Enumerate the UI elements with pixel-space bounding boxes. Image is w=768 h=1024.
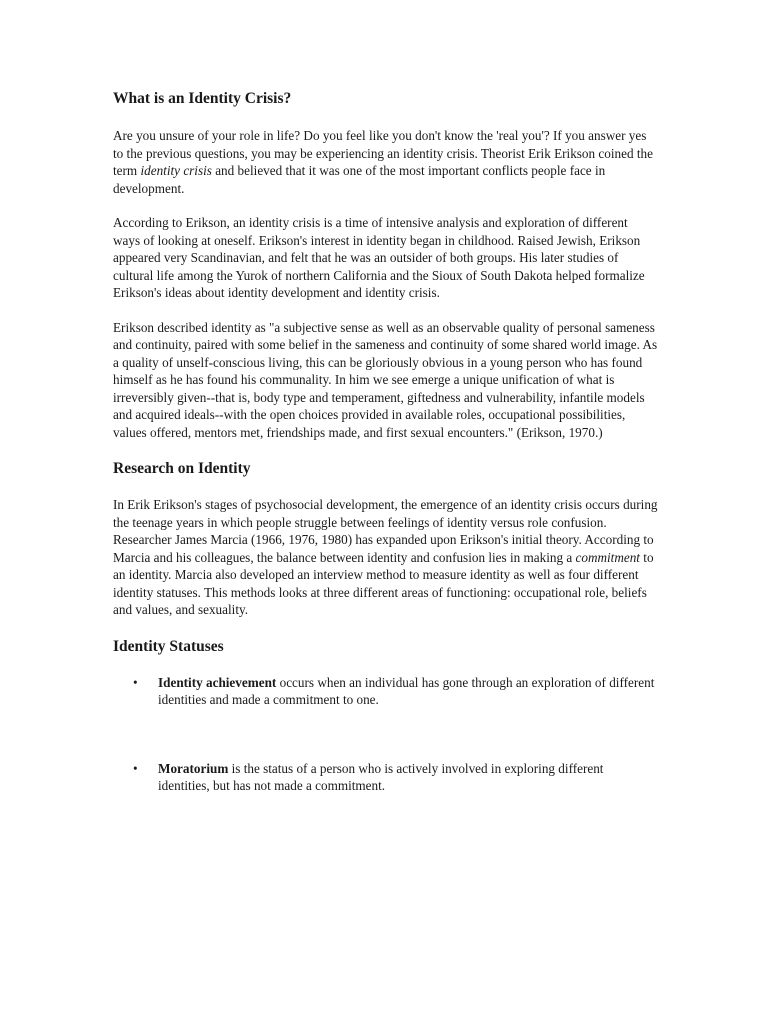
- status-term: Moratorium: [158, 760, 229, 776]
- paragraph-research-text-2: to an identity. Marcia also developed an interview method to measure identity as well as four different identity statuses. This methods looks at three different areas of functioning: occupational role, beliefs and values, and sexuality.: [113, 549, 654, 617]
- paragraph-erikson-quote: Erikson described identity as "a subjective sense as well as an observable quality of personal sameness and continuity, paired with some belief in the sameness and continuity of some shared world image. As a quality of unself-conscious living, this can be gloriously obvious in a young person who has found himself as he has found his communality. In him we see emerge a unique unification of what is irreversibly given--that is, body type and temperament, giftedness and vulnerability, infantile models and acquired ideals--with the open choices provided in available roles, occupational possibilities, values offered, mentors met, friendships made, and first sexual encounters." (Erikson, 1970.): [113, 319, 658, 440]
- term-commitment: commitment: [575, 549, 640, 565]
- term-identity-crisis: identity crisis: [140, 163, 212, 178]
- identity-status-list: [113, 674, 658, 795]
- paragraph-research: [113, 496, 658, 619]
- paragraph-intro: [113, 127, 658, 197]
- heading-identity-statuses: Identity Statuses: [113, 637, 224, 655]
- list-item: [113, 674, 658, 709]
- bullet-icon: •: [133, 674, 138, 690]
- list-item: [113, 760, 658, 795]
- paragraph-intro-text-2: and believed that it was one of the most important conflicts people face in development.: [113, 163, 606, 196]
- status-description: occurs when an individual has gone through an exploration of different identities and made a commitment to one.: [158, 674, 655, 707]
- paragraph-research-text-1: In Erik Erikson's stages of psychosocial development, the emergence of an identity crisis occurs during the teenage years in which people struggle between feelings of identity versus role confusion. Researcher James Marcia (1966, 1976, 1980) has expanded upon Erikson's initial theory. According to Marcia and his colleagues, the balance between identity and confusion lies in making a: [113, 497, 658, 565]
- paragraph-erikson-background: According to Erikson, an identity crisis is a time of intensive analysis and exploration of different ways of looking at oneself. Erikson's interest in identity began in childhood. Raised Jewish, Erikson appeared very Scandinavian, and felt that he was an outsider of both groups. His later studies of cultural life among the Yurok of northern California and the Sioux of South Dakota helped formalize Erikson's ideas about identity development and identity crisis.: [113, 215, 645, 300]
- status-description: is the status of a person who is actively involved in exploring different identities, but has not made a commitment.: [158, 760, 604, 793]
- paragraph-intro-text-1: Are you unsure of your role in life? Do you feel like you don't know the 'real you'? If you answer yes to the previous questions, you may be experiencing an identity crisis. Theorist Erik Erikson coined the term: [113, 128, 653, 178]
- document-page: [113, 88, 658, 795]
- status-term: Identity achievement: [158, 674, 277, 690]
- bullet-icon: •: [133, 760, 138, 776]
- heading-research-on-identity: Research on Identity: [113, 460, 251, 477]
- heading-identity-crisis: What is an Identity Crisis?: [113, 90, 292, 107]
